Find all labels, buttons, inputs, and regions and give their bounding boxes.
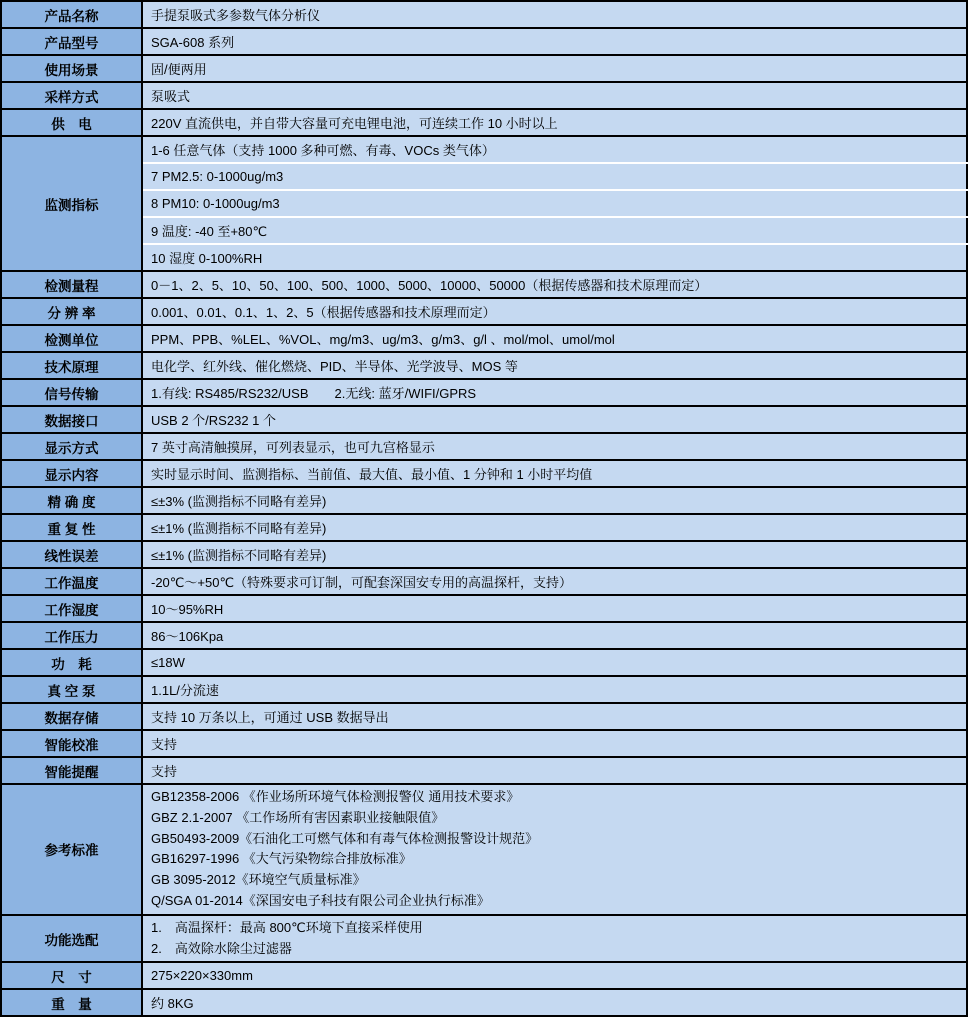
spec-row <box>1 109 967 136</box>
spec-label: 参考标准 <box>1 784 142 915</box>
spec-label: 重 量 <box>1 989 142 1016</box>
spec-label: 智能校准 <box>1 730 142 757</box>
spec-row <box>1 730 967 757</box>
spec-label: 工作湿度 <box>1 595 142 622</box>
spec-label: 产品名称 <box>1 1 142 28</box>
spec-value: 7 PM2.5: 0-1000ug/m3 <box>142 163 967 190</box>
spec-row <box>1 271 967 298</box>
spec-row <box>1 406 967 433</box>
spec-row <box>1 703 967 730</box>
spec-value: 支持 <box>142 757 967 784</box>
spec-value: ≤±3% (监测指标不同略有差异) <box>142 487 967 514</box>
spec-value-multiline <box>142 915 967 963</box>
spec-row <box>1 352 967 379</box>
spec-row <box>1 595 967 622</box>
spec-value: PPM、PPB、%LEL、%VOL、mg/m3、ug/m3、g/m3、g/l 、mol/mol、umol/mol <box>142 325 967 352</box>
spec-value-line: GB50493-2009《石油化工可燃气体和有毒气体检测报警设计规范》 <box>151 830 539 846</box>
spec-value: 0.001、0.01、0.1、1、2、5（根据传感器和技术原理而定） <box>142 298 967 325</box>
spec-row <box>1 55 967 82</box>
spec-value: 手提泵吸式多参数气体分析仪 <box>142 1 967 28</box>
spec-row <box>1 217 967 244</box>
spec-row <box>1 784 967 915</box>
spec-row <box>1 460 967 487</box>
spec-value: 支持 <box>142 730 967 757</box>
spec-label: 检测单位 <box>1 325 142 352</box>
spec-value: 9 温度: -40 至+80℃ <box>142 217 967 244</box>
spec-label: 数据接口 <box>1 406 142 433</box>
spec-label: 功 耗 <box>1 649 142 676</box>
spec-row <box>1 757 967 784</box>
spec-row <box>1 28 967 55</box>
spec-label: 技术原理 <box>1 352 142 379</box>
spec-row <box>1 514 967 541</box>
spec-label: 检测量程 <box>1 271 142 298</box>
spec-label: 监测指标 <box>1 136 142 271</box>
spec-value: 电化学、红外线、催化燃烧、PID、半导体、光学波导、MOS 等 <box>142 352 967 379</box>
spec-row <box>1 244 967 271</box>
spec-label: 供 电 <box>1 109 142 136</box>
spec-label: 线性误差 <box>1 541 142 568</box>
spec-label: 使用场景 <box>1 55 142 82</box>
spec-label: 信号传输 <box>1 379 142 406</box>
spec-row <box>1 676 967 703</box>
spec-value: -20℃～+50℃（特殊要求可订制，可配套深国安专用的高温探杆，支持） <box>142 568 967 595</box>
spec-value-line: GB 3095-2012《环境空气质量标准》 <box>151 872 366 888</box>
spec-value: 8 PM10: 0-1000ug/m3 <box>142 190 967 217</box>
spec-label: 产品型号 <box>1 28 142 55</box>
spec-value-line: 1. 高温探杆：最高 800℃环境下直接采样使用 <box>151 919 423 935</box>
spec-value: 220V 直流供电，并自带大容量可充电锂电池，可连续工作 10 小时以上 <box>142 109 967 136</box>
spec-value: 7 英寸高清触摸屏，可列表显示，也可九宫格显示 <box>142 433 967 460</box>
spec-label: 分 辨 率 <box>1 298 142 325</box>
spec-value: ≤18W <box>142 649 967 676</box>
spec-row <box>1 136 967 163</box>
spec-rows <box>1 1 967 1016</box>
spec-row <box>1 487 967 514</box>
spec-value-multiline <box>142 784 967 915</box>
spec-value: 支持 10 万条以上，可通过 USB 数据导出 <box>142 703 967 730</box>
spec-value: 275×220×330mm <box>142 962 967 989</box>
spec-value: USB 2 个/RS232 1 个 <box>142 406 967 433</box>
spec-value: SGA-608 系列 <box>142 28 967 55</box>
spec-row <box>1 1 967 28</box>
spec-value-line: 2. 高效除水除尘过滤器 <box>151 940 292 956</box>
spec-row <box>1 915 967 963</box>
spec-label: 工作温度 <box>1 568 142 595</box>
spec-value: 1.1L/分流速 <box>142 676 967 703</box>
spec-label: 显示方式 <box>1 433 142 460</box>
spec-label: 工作压力 <box>1 622 142 649</box>
spec-row <box>1 379 967 406</box>
spec-label: 重 复 性 <box>1 514 142 541</box>
spec-row <box>1 325 967 352</box>
spec-value-line: GB16297-1996 《大气污染物综合排放标准》 <box>151 851 412 867</box>
spec-value: ≤±1% (监测指标不同略有差异) <box>142 541 967 568</box>
spec-label: 显示内容 <box>1 460 142 487</box>
spec-value: 约 8KG <box>142 989 967 1016</box>
spec-row <box>1 649 967 676</box>
spec-row <box>1 163 967 190</box>
spec-value: 1.有线: RS485/RS232/USB 2.无线: 蓝牙/WIFI/GPRS <box>142 379 967 406</box>
spec-row <box>1 433 967 460</box>
spec-value: ≤±1% (监测指标不同略有差异) <box>142 514 967 541</box>
spec-value: 10～95%RH <box>142 595 967 622</box>
spec-label: 数据存储 <box>1 703 142 730</box>
spec-value: 1-6 任意气体（支持 1000 多种可燃、有毒、VOCs 类气体） <box>142 136 967 163</box>
spec-value: 86～106Kpa <box>142 622 967 649</box>
spec-label: 智能提醒 <box>1 757 142 784</box>
spec-row <box>1 989 967 1016</box>
spec-label: 精 确 度 <box>1 487 142 514</box>
spec-value: 泵吸式 <box>142 82 967 109</box>
spec-row <box>1 541 967 568</box>
spec-row <box>1 82 967 109</box>
spec-label: 真 空 泵 <box>1 676 142 703</box>
spec-row <box>1 298 967 325</box>
spec-label: 尺 寸 <box>1 962 142 989</box>
spec-value: 0－1、2、5、10、50、100、500、1000、5000、10000、50000（根据传感器和技术原理而定） <box>142 271 967 298</box>
spec-row <box>1 622 967 649</box>
spec-value-line: GBZ 2.1-2007 《工作场所有害因素职业接触限值》 <box>151 809 445 825</box>
spec-value: 固/便两用 <box>142 55 967 82</box>
spec-value: 实时显示时间、监测指标、当前值、最大值、最小值、1 分钟和 1 小时平均值 <box>142 460 967 487</box>
spec-value: 10 湿度 0-100%RH <box>142 244 967 271</box>
spec-label: 采样方式 <box>1 82 142 109</box>
spec-value-line: GB12358-2006 《作业场所环境气体检测报警仪 通用技术要求》 <box>151 789 520 804</box>
spec-label: 功能选配 <box>1 915 142 963</box>
spec-row <box>1 190 967 217</box>
spec-row <box>1 568 967 595</box>
spec-value-line: Q/SGA 01-2014《深国安电子科技有限公司企业执行标准》 <box>151 892 490 908</box>
spec-row <box>1 962 967 989</box>
